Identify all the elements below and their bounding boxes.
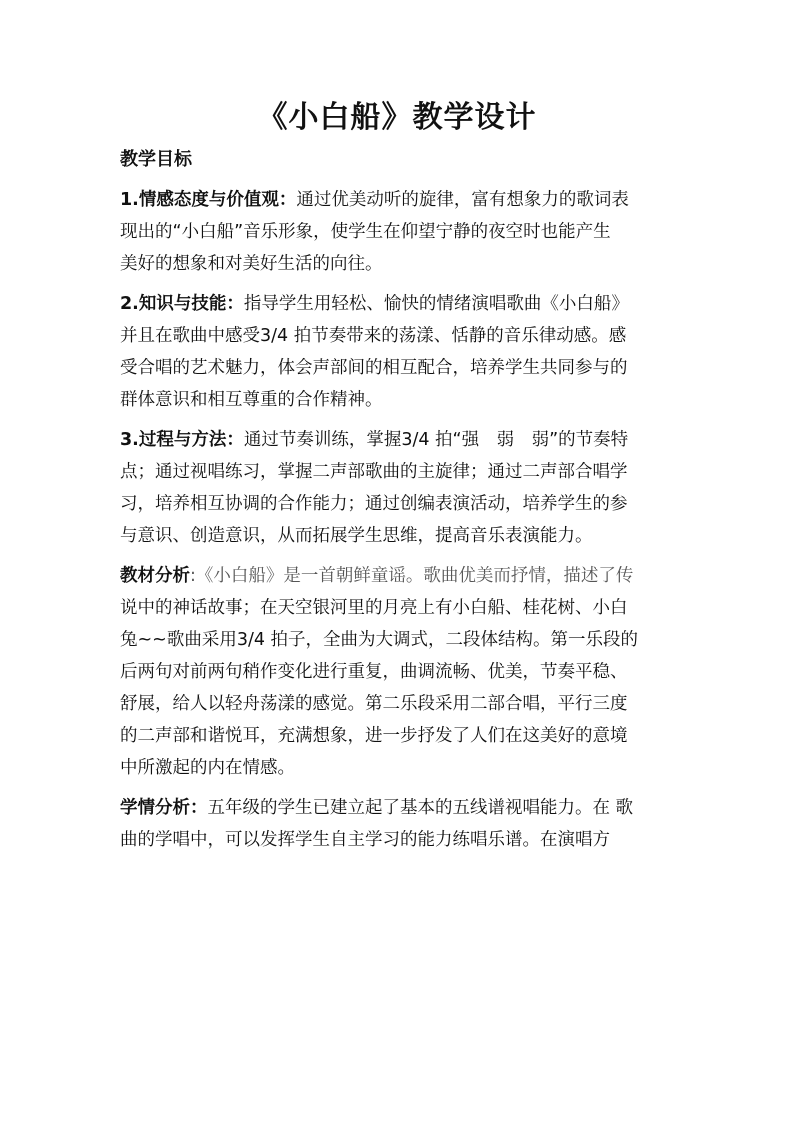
paragraph-line — [120, 792, 680, 824]
goal-paragraph-skills — [120, 288, 680, 416]
goal-paragraph-emotion — [120, 184, 680, 280]
paragraph-text: 指导学生用轻松、愉快的情绪演唱歌曲《小白船》 — [243, 294, 629, 314]
paragraph-line: 说中的神话故事；在天空银河里的月亮上有小白船、桂花树、小白 — [120, 598, 628, 618]
goal-label: 2.知识与技能： — [120, 294, 244, 314]
paragraph-text: 通过节奏训练，掌握3/4 拍“强 弱 弱”的节奏特 — [243, 430, 629, 450]
paragraph-line: 现出的“小白船”音乐形象，使学生在仰望宁静的夜空时也能产生 — [120, 222, 611, 242]
paragraph-text: :《小白船》是一首朝鲜童谣。歌曲优美而抒情，描述了传 — [190, 566, 634, 586]
paragraph-line — [120, 424, 680, 456]
paragraph-line: 与意识、创造意识，从而拓展学生思维，提高音乐表演能力。 — [120, 526, 593, 546]
paragraph-line: 美好的想象和对美好生活的向往。 — [120, 254, 383, 274]
student-analysis-paragraph — [120, 792, 680, 856]
goal-label: 3.过程与方法： — [120, 430, 244, 450]
paragraph-line: 后两句对前两句稍作变化进行重复，曲调流畅、优美，节奏平稳、 — [120, 662, 628, 682]
paragraph-line: 并且在歌曲中感受3/4 拍节奏带来的荡漾、恬静的音乐律动感。感 — [120, 326, 627, 346]
document-body — [120, 144, 680, 864]
material-analysis-paragraph — [120, 560, 680, 784]
analysis-label: 教材分析 — [120, 566, 190, 586]
paragraph-line: 点；通过视唱练习，掌握二声部歌曲的主旋律；通过二声部合唱学 — [120, 462, 628, 482]
students-label: 学情分析： — [120, 798, 208, 818]
paragraph-text: 通过优美动听的旋律，富有想象力的歌词表 — [296, 190, 629, 210]
paragraph-line: 兔~~歌曲采用3/4 拍子，全曲为大调式，二段体结构。第一乐段的 — [120, 630, 639, 650]
goal-paragraph-process — [120, 424, 680, 552]
paragraph-line — [120, 184, 680, 216]
section-heading-teaching-goals: 教学目标 — [120, 149, 192, 170]
paragraph-line: 的二声部和谐悦耳，充满想象，进一步抒发了人们在这美好的意境 — [120, 726, 628, 746]
paragraph-line: 曲的学唱中，可以发挥学生自主学习的能力练唱乐谱。在演唱方 — [120, 830, 610, 850]
paragraph-line: 舒展，给人以轻舟荡漾的感觉。第二乐段采用二部合唱，平行三度 — [120, 694, 628, 714]
goal-label: 1.情感态度与价值观： — [120, 190, 297, 210]
document-title: 《小白船》教学设计 — [257, 100, 537, 135]
paragraph-line: 受合唱的艺术魅力，体会声部间的相互配合，培养学生共同参与的 — [120, 358, 628, 378]
paragraph-line: 群体意识和相互尊重的合作精神。 — [120, 390, 383, 410]
paragraph-line: 习，培养相互协调的合作能力；通过创编表演活动，培养学生的参 — [120, 494, 628, 514]
paragraph-line — [120, 288, 680, 320]
paragraph-text: 五年级的学生已建立起了基本的五线谱视唱能力。在 歌 — [207, 798, 634, 818]
paragraph-line — [120, 560, 680, 592]
paragraph-line: 中所激起的内在情感。 — [120, 758, 295, 778]
